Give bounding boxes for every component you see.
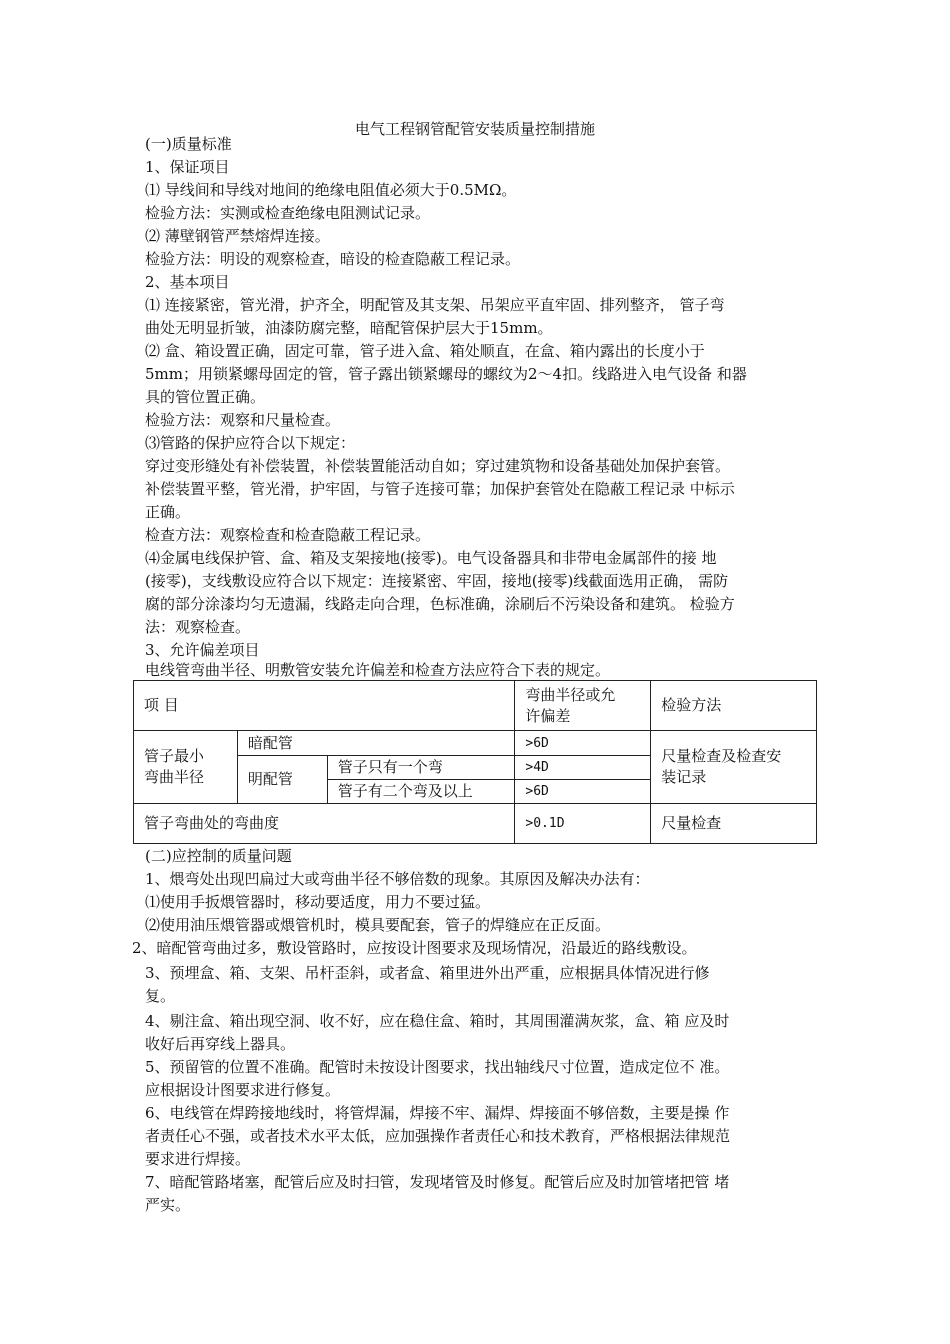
paragraph-line: 3、预埋盒、箱、支架、吊杆歪斜，或者盒、箱里进外出严重，应根据具体情况进行修 (145, 964, 710, 982)
paragraph-line: 5、预留管的位置不准确。配管时未按设计图要求，找出轴线尺寸位置，造成定位不 准。 (145, 1058, 730, 1076)
header-deviation: 弯曲半径或允 许偏差 (515, 681, 651, 731)
cell-bend-curvature-value: >0.1D (515, 804, 651, 844)
paragraph-line: ⑵使用油压煨管器或煨管机时，模具要配套，管子的焊缝应在正反面。 (145, 916, 611, 934)
header-item: 项 目 (134, 681, 515, 731)
cell-min-bend-method: 尺量检查及检查安 装记录 (651, 731, 817, 804)
cell-min-bend-radius: 管子最小 弯曲半径 (134, 731, 238, 804)
paragraph-line: 严实。 (145, 1196, 191, 1214)
cell-bend-curvature-method: 尺量检查 (651, 804, 817, 844)
paragraph-line: 要求进行焊接。 (145, 1150, 251, 1168)
cell-two-bends: 管子有二个弯及以上 (327, 780, 515, 804)
subheading-basic-items: 2、基本项目 (145, 273, 230, 291)
cell-exposed-pipe: 明配管 (237, 756, 327, 804)
cell-hidden-pipe-value: >6D (515, 731, 651, 756)
paragraph-line: 正确。 (145, 503, 191, 521)
page-title: 电气工程钢管配管安装质量控制措施 (354, 120, 595, 138)
table-header-row (134, 681, 817, 731)
paragraph-line: ⑵ 薄壁钢管严禁熔焊连接。 (145, 227, 330, 245)
section-heading-quality-standard: (一)质量标准 (145, 135, 232, 153)
paragraph-line: 曲处无明显折皱，油漆防腐完整，暗配管保护层大于15mm。 (145, 319, 553, 337)
paragraph-line: 检验方法：明设的观察检查，暗设的检查隐蔽工程记录。 (145, 250, 521, 268)
paragraph-line: 6、电线管在焊跨接地线时，将管焊漏，焊接不牢、漏焊、焊接面不够倍数，主要是操 作 (145, 1104, 730, 1122)
paragraph-line: 电线管弯曲半径、明敷管安装允许偏差和检查方法应符合下表的规定。 (145, 661, 611, 679)
paragraph-line: ⑶管路的保护应符合以下规定： (145, 434, 356, 452)
header-method: 检验方法 (651, 681, 817, 731)
cell-one-bend-value: >4D (515, 756, 651, 780)
paragraph-line: 复。 (145, 987, 176, 1005)
paragraph-line: 1、煨弯处出现凹扁过大或弯曲半径不够倍数的现象。其原因及解决办法有： (145, 870, 650, 888)
table-row (134, 804, 817, 844)
paragraph-line: 检查方法：观察检查和检查隐蔽工程记录。 (145, 526, 431, 544)
paragraph-line: ⑴ 导线间和导线对地间的绝缘电阻值必须大于0.5MΩ。 (145, 181, 517, 199)
cell-hidden-pipe: 暗配管 (237, 731, 515, 756)
subheading-tolerance-items: 3、允许偏差项目 (145, 641, 260, 659)
cell-two-bends-value: >6D (515, 780, 651, 804)
paragraph-line: 5mm；用锁紧螺母固定的管，管子露出锁紧螺母的螺纹为2〜4扣。线路进入电气设备 和器 (145, 365, 747, 383)
paragraph-line: ⑵ 盒、箱设置正确，固定可靠，管子进入盒、箱处顺直，在盒、箱内露出的长度小于 (145, 342, 705, 360)
section-heading-quality-issues: (二)应控制的质量问题 (145, 847, 292, 865)
paragraph-line: 应根据设计图要求进行修复。 (145, 1081, 341, 1099)
paragraph-line: 穿过变形缝处有补偿装置，补偿装置能活动自如；穿过建筑物和设备基础处加保护套管。 (145, 457, 731, 475)
paragraph-line: (接零)，支线敷设应符合以下规定：连接紧密、牢固，接地(接零)线截面选用正确， 需防 (145, 572, 729, 590)
paragraph-line: 法：观察检查。 (145, 618, 251, 636)
subheading-guarantee-items: 1、保证项目 (145, 158, 230, 176)
cell-one-bend: 管子只有一个弯 (327, 756, 515, 780)
paragraph-line: 检验方法：观察和尺量检查。 (145, 411, 341, 429)
tolerance-table (133, 680, 817, 844)
paragraph-line: 7、暗配管路堵塞，配管后应及时扫管，发现堵管及时修复。配管后应及时加管堵把管 堵 (145, 1173, 730, 1191)
paragraph-line: 检验方法：实测或检查绝缘电阻测试记录。 (145, 204, 431, 222)
paragraph-line: ⑴使用手扳煨管器时，移动要适度，用力不要过猛。 (145, 893, 491, 911)
paragraph-line: 2、暗配管弯曲过多，敷设管路时，应按设计图要求及现场情况，沿最近的路线敷设。 (132, 939, 697, 957)
paragraph-line: ⑴ 连接紧密，管光滑，护齐全，明配管及其支架、吊架应平直牢固、排列整齐， 管子弯 (145, 296, 725, 314)
paragraph-line: ⑷金属电线保护管、盒、箱及支架接地(接零)。电气设备器具和非带电金属部件的接 地 (145, 549, 717, 567)
paragraph-line: 收好后再穿线上器具。 (145, 1035, 296, 1053)
paragraph-line: 者责任心不强，或者技术水平太低，应加强操作者责任心和技术教育，严格根据法律规范 (145, 1127, 731, 1145)
paragraph-line: 4、剔注盒、箱出现空洞、收不好，应在稳住盒、箱时，其周围灌满灰浆，盒、箱 应及时 (145, 1012, 730, 1030)
paragraph-line: 补偿装置平整，管光滑，护牢固，与管子连接可靠；加保护套管处在隐蔽工程记录 中标示 (145, 480, 735, 498)
paragraph-line: 具的管位置正确。 (145, 388, 266, 406)
paragraph-line: 腐的部分涂漆均匀无遗漏，线路走向合理，色标准确，涂刷后不污染设备和建筑。 检验方 (145, 595, 735, 613)
table-row (134, 731, 817, 756)
cell-bend-curvature: 管子弯曲处的弯曲度 (134, 804, 515, 844)
